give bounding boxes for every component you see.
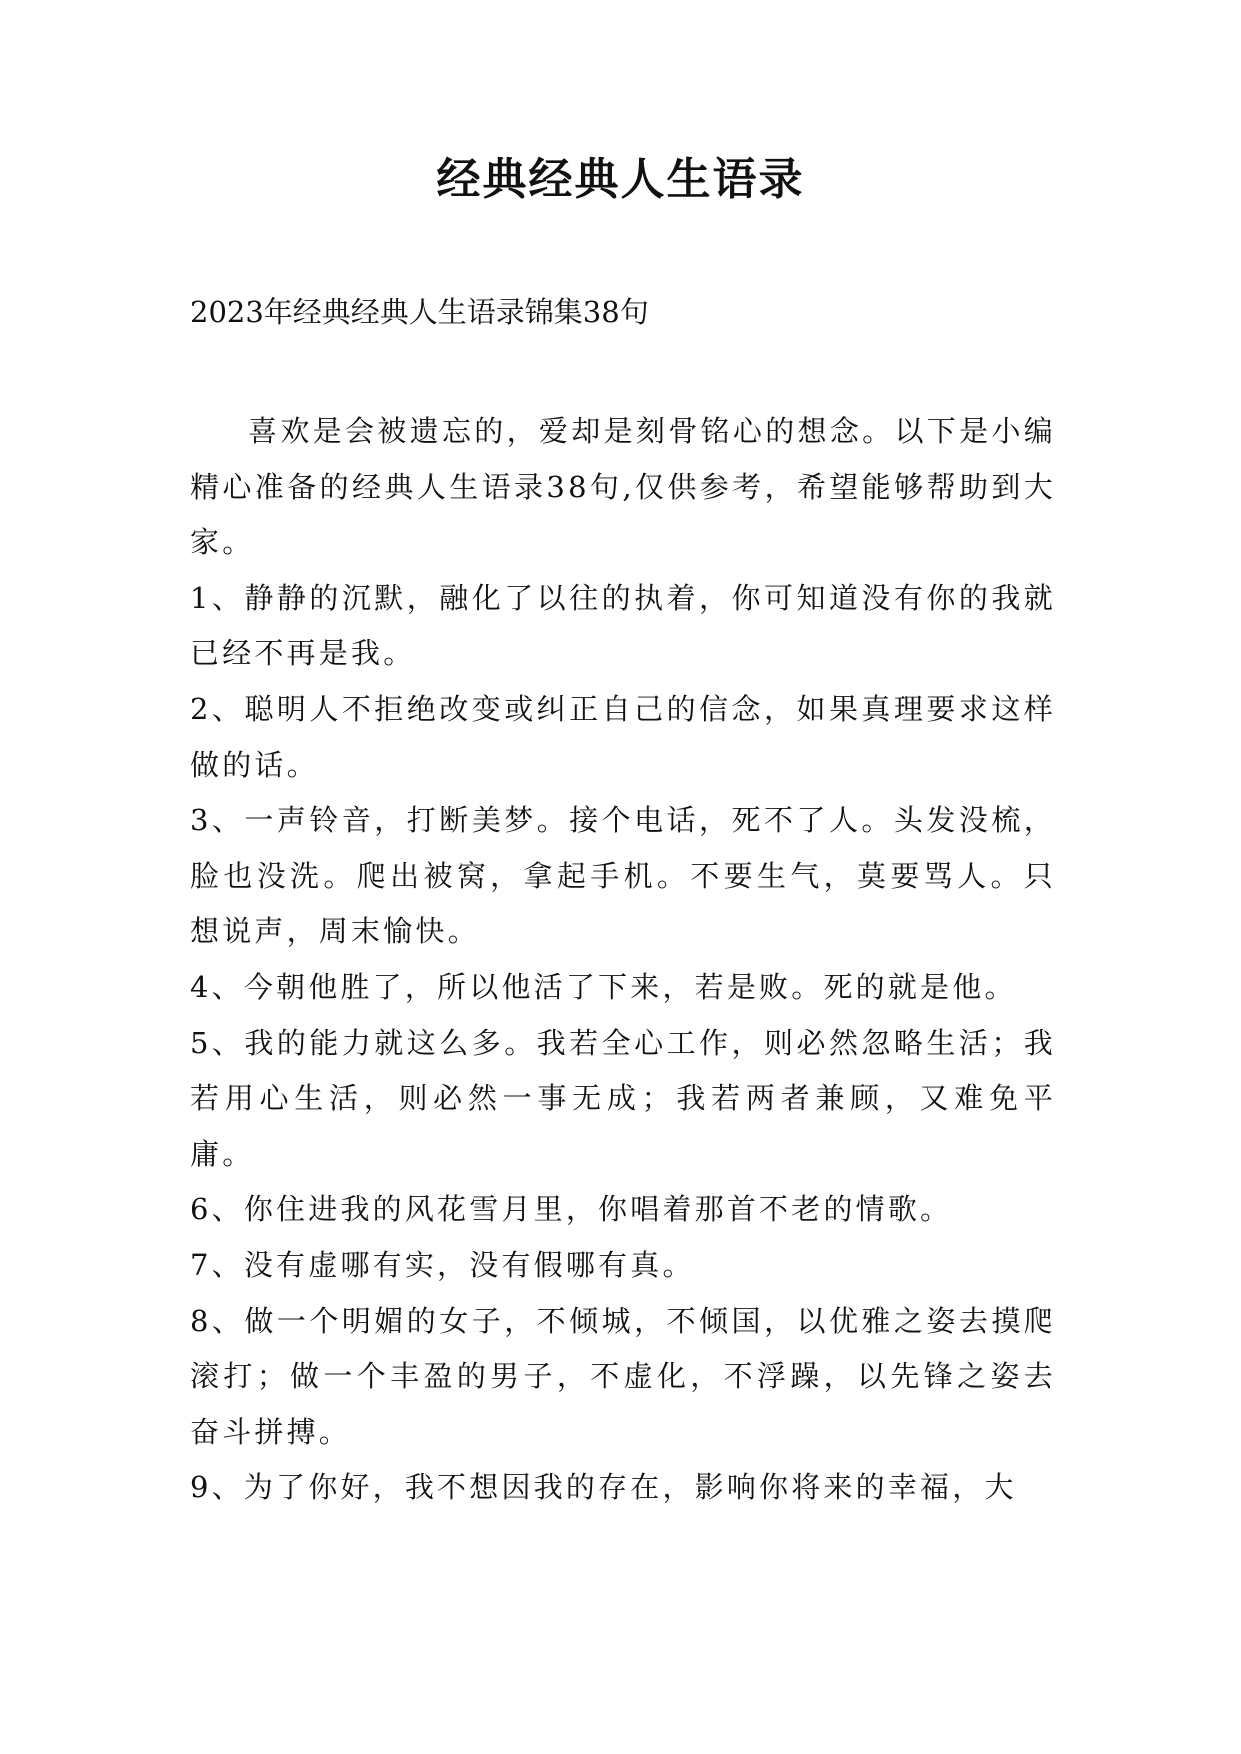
document-title: 经典经典人生语录 bbox=[436, 154, 805, 205]
document-subtitle: 2023年经典经典人生语录锦集38句 bbox=[190, 295, 649, 329]
intro-paragraph: 喜欢是会被遗忘的，爱却是刻骨铭心的想念。以下是小编精心准备的经典人生语录38句,仅供参考，希望能够帮助到大家。 bbox=[190, 414, 1056, 560]
quote-item-8: 8、做一个明媚的女子，不倾城，不倾国，以优雅之姿去摸爬滚打；做一个丰盈的男子，不虚化，不浮躁，以先锋之姿去奋斗拼搏。 bbox=[190, 1303, 1056, 1449]
quote-item-6: 6、你住进我的风花雪月里，你唱着那首不老的情歌。 bbox=[190, 1192, 953, 1227]
quote-item-5: 5、我的能力就这么多。我若全心工作，则必然忽略生活；我若用心生活，则必然一事无成；我若两者兼顾，又难免平庸。 bbox=[190, 1025, 1056, 1171]
quote-item-7: 7、没有虚哪有实，没有假哪有真。 bbox=[190, 1247, 695, 1282]
quote-item-4: 4、今朝他胜了，所以他活了下来，若是败。死的就是他。 bbox=[190, 969, 1017, 1004]
quote-item-3: 3、一声铃音，打断美梦。接个电话，死不了人。头发没梳，脸也没洗。爬出被窝，拿起手机。不要生气，莫要骂人。只想说声，周末愉快。 bbox=[190, 803, 1056, 949]
quote-item-1: 1、静静的沉默，融化了以往的执着，你可知道没有你的我就已经不再是我。 bbox=[190, 580, 1056, 671]
document-body bbox=[190, 404, 1056, 1516]
quote-item-9: 9、为了你好，我不想因我的存在，影响你将来的幸福，大 bbox=[190, 1470, 1017, 1505]
quote-item-2: 2、聪明人不拒绝改变或纠正自己的信念，如果真理要求这样做的话。 bbox=[190, 691, 1056, 782]
